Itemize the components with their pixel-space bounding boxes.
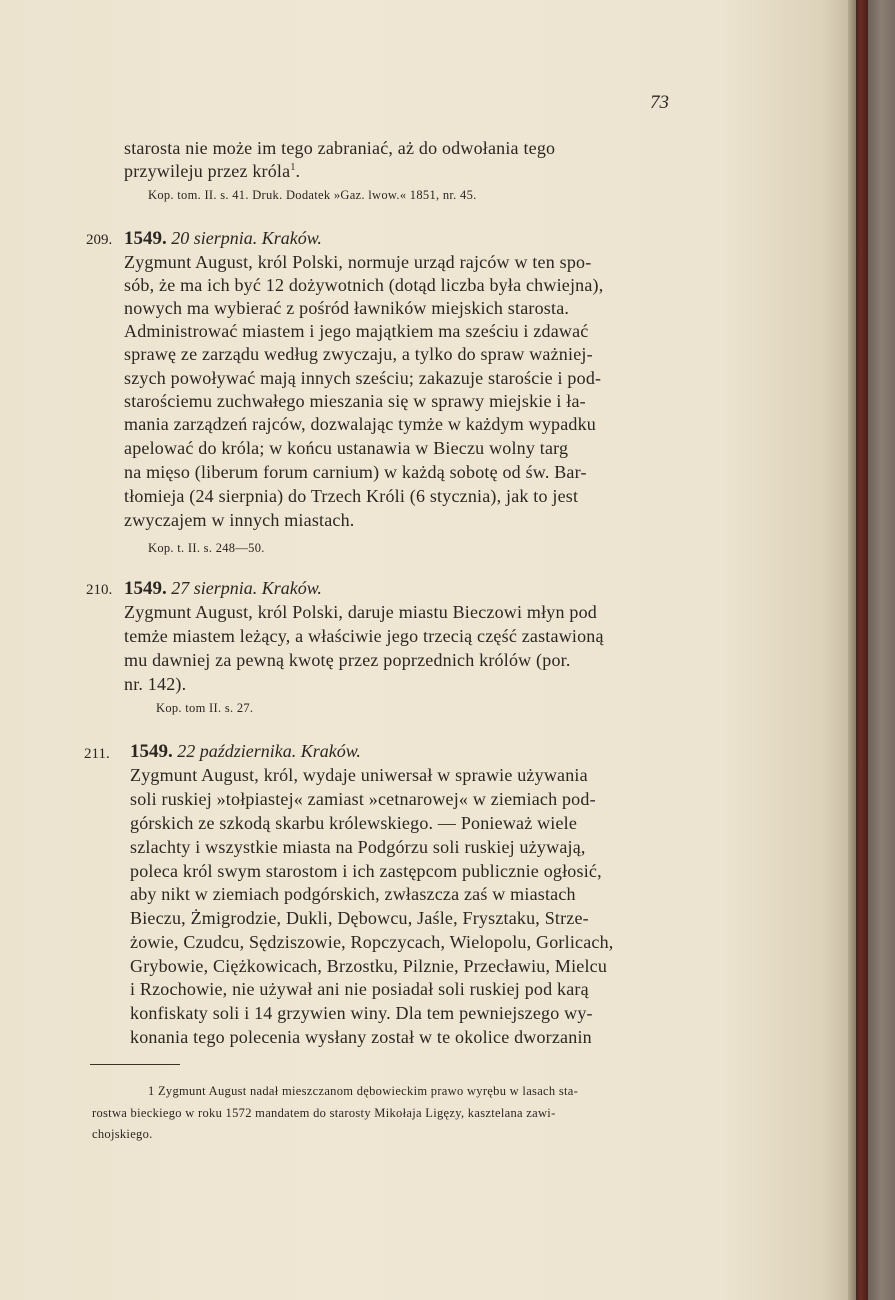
background-strip (868, 0, 895, 1300)
intro-line: przywileju przez króla$^1$. (124, 161, 301, 181)
entry-line: Bieczu, Żmigrodzie, Dukli, Dębowcu, Jaśle, Frysztaku, Strze- (130, 908, 589, 928)
entry-line: szlachty i wszystkie miasta na Podgórzu soli ruskiej używają, (130, 837, 586, 857)
footnote-marker: 1 (290, 162, 296, 173)
entry-reference: Kop. tom II. s. 27. (156, 701, 254, 715)
footnote-rule (90, 1064, 180, 1065)
entry-year: 1549. (124, 228, 167, 249)
entry-header (130, 741, 361, 763)
entry-number: 209. (86, 232, 113, 248)
entry-line: konfiskaty soli i 14 grzywien winy. Dla tem pewniejszego wy- (130, 1003, 593, 1023)
entry-line: zwyczajem w innych miastach. (124, 510, 355, 530)
entry-year: 1549. (124, 578, 167, 599)
entry-header (124, 578, 322, 600)
entry-year: 1549. (130, 741, 173, 762)
intro-reference: Kop. tom. II. s. 41. Druk. Dodatek »Gaz. lwow.« 1851, nr. 45. (148, 188, 477, 202)
footnote-line: chojskiego. (92, 1127, 153, 1141)
entry-number: 211. (84, 746, 110, 762)
entry-line: Grybowie, Ciężkowicach, Brzostku, Pilznie, Przecławiu, Mielcu (130, 956, 608, 976)
entry-line: poleca król swym starostom i ich zastępcom publicznie ogłosić, (130, 861, 602, 881)
page-number: 73 (650, 92, 669, 113)
entry-line: nr. 142). (124, 674, 187, 694)
footnote-line: 1 Zygmunt August nadał mieszczanom dębowieckim prawo wyrębu w lasach sta- (148, 1084, 579, 1098)
footnote-line: rostwa bieckiego w roku 1572 mandatem do starosty Mikołaja Ligęzy, kasztelana zawi- (92, 1106, 556, 1120)
entry-line: sprawę ze zarządu według zwyczaju, a tylko do spraw ważniej- (124, 344, 593, 364)
entry-line: szych powoływać mają innych sześciu; zakazuje staroście i pod- (124, 368, 602, 388)
entry-line: mania zarządzeń rajców, dozwalając tymże w każdym wypadku (124, 414, 597, 434)
entry-line: sób, że ma ich być 12 dożywotnich (dotąd liczba była chwiejna), (124, 275, 604, 295)
book-spine (856, 0, 868, 1300)
entry-line: Zygmunt August, król Polski, daruje miastu Bieczowi młyn pod (124, 602, 597, 622)
intro-line: starosta nie może im tego zabraniać, aż do odwołania tego (124, 138, 556, 158)
entry-line: soli ruskiej »tołpiastej« zamiast »cetnarowej« w ziemiach pod- (130, 789, 596, 809)
entry-line: i Rzochowie, nie używał ani nie posiadał soli ruskiej pod karą (130, 979, 589, 999)
entry-line: Zygmunt August, król Polski, normuje urząd rajców w ten spo- (124, 252, 592, 272)
entry-line: aby nikt w ziemiach podgórskich, zwłaszcza zaś w miastach (130, 884, 576, 904)
entry-line: na mięso (liberum forum carnium) w każdą sobotę od św. Bar- (124, 462, 587, 482)
entry-line: konania tego polecenia wysłany został w te okolice dworzanin (130, 1027, 592, 1047)
entry-line: mu dawniej za pewną kwotę przez poprzednich królów (por. (124, 650, 571, 670)
entry-line: temże miastem leżący, a właściwie jego trzecią część zastawioną (124, 626, 604, 646)
entry-date-place: 20 sierpnia. Kraków. (171, 228, 322, 248)
entry-header (124, 228, 322, 250)
entry-line: żowie, Czudcu, Sędziszowie, Ropczycach, Wielopolu, Gorlicach, (130, 932, 614, 952)
entry-date-place: 27 sierpnia. Kraków. (171, 578, 322, 598)
entry-line: apelować do króla; w końcu ustanawia w Bieczu wolny targ (124, 438, 569, 458)
entry-reference: Kop. t. II. s. 248—50. (148, 541, 265, 555)
entry-date-place: 22 października. Kraków. (177, 741, 361, 761)
entry-line: górskich ze szkodą skarbu królewskiego. — Ponieważ wiele (130, 813, 578, 833)
entry-line: Administrować miastem i jego majątkiem ma sześciu i zdawać (124, 321, 589, 341)
page-edge (848, 0, 856, 1300)
entry-line: nowych ma wybierać z pośród ławników miejskich starosta. (124, 298, 570, 318)
entry-number: 210. (86, 582, 113, 598)
entry-line: starościemu zuchwałego mieszania się w sprawy miejskie i ła- (124, 391, 586, 411)
entry-line: tłomieja (24 sierpnia) do Trzech Króli (6 stycznia), jak to jest (124, 486, 579, 506)
entry-line: Zygmunt August, król, wydaje uniwersał w sprawie używania (130, 765, 588, 785)
